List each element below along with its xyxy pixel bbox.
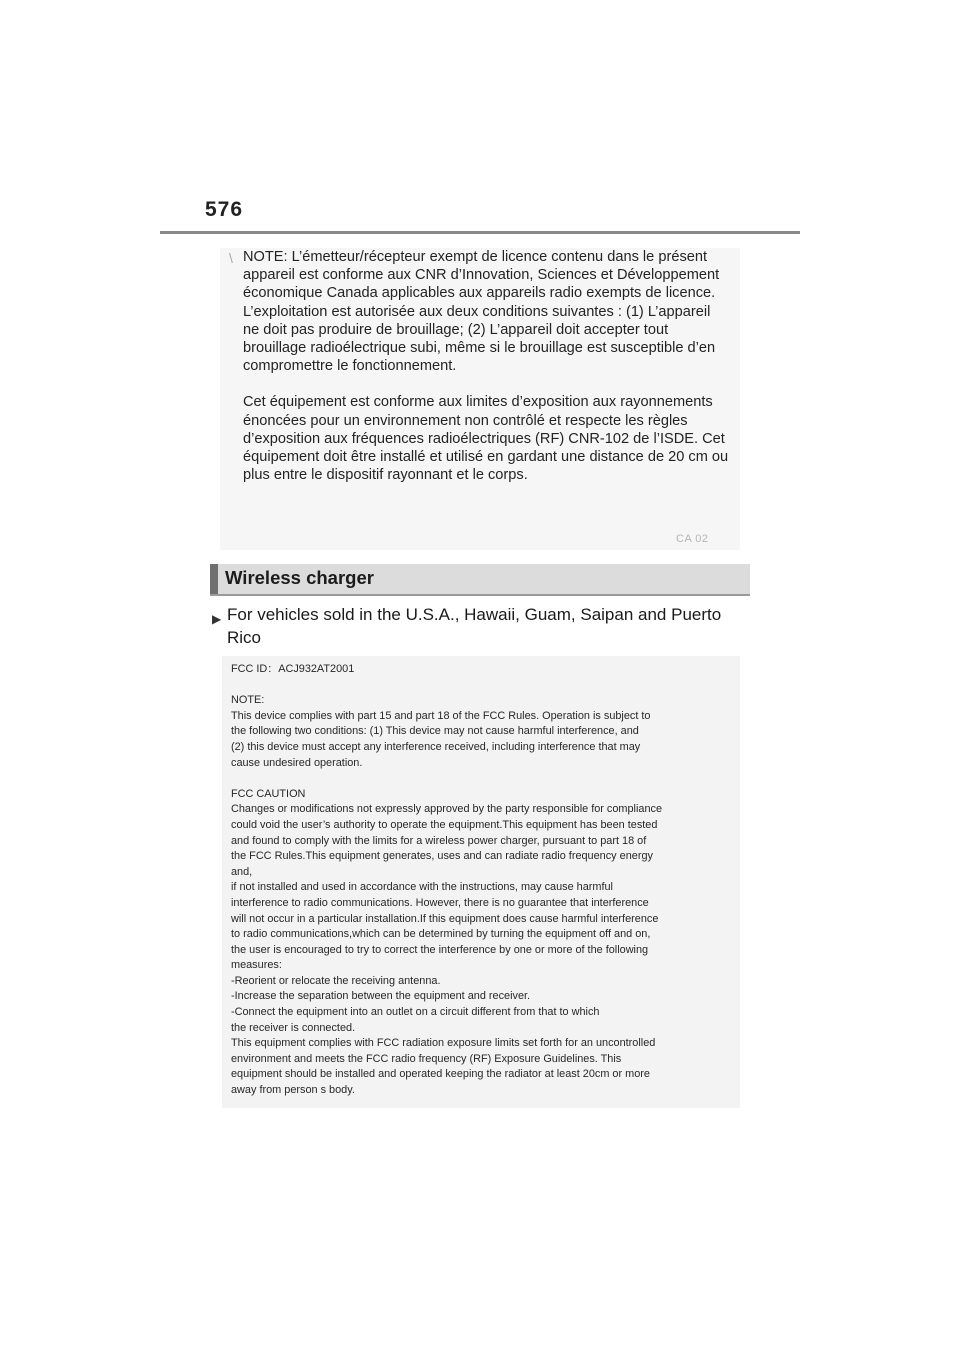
french-paragraph-1 bbox=[243, 248, 729, 375]
text-line: si le brouillage est susceptible d’en compromettre le fonctionnement. bbox=[243, 340, 716, 375]
text-line: equipment should be installed and operated keeping the radiator at least 20cm or more bbox=[231, 1068, 650, 1081]
text-line: NOTE: bbox=[243, 249, 288, 265]
fcc-notice-text bbox=[231, 662, 736, 1099]
text-line: FCC ID：ACJ932AT2001 bbox=[231, 663, 355, 675]
text-line: measures: bbox=[231, 959, 282, 972]
scan-mark: \ bbox=[229, 250, 233, 266]
text-line: to radio communications,which can be determined by turning the equipment off and on, bbox=[231, 928, 651, 941]
text-line: and found to comply with the limits for a wireless power charger, pursuant to part 18 of bbox=[231, 834, 647, 847]
text-line: This device complies with part 15 and part 18 of the FCC Rules. Operation is subject to bbox=[231, 709, 651, 722]
bullet-line: Rico bbox=[227, 628, 262, 647]
text-line: Cet équipement est conforme aux limites d’exposition aux bbox=[243, 394, 617, 411]
text-line: This equipment complies with FCC radiation exposure limits set forth for an uncontrolled bbox=[231, 1037, 656, 1050]
text-line: the receiver is connected. bbox=[231, 1021, 356, 1034]
text-line: -Increase the separation between the equipment and receiver. bbox=[231, 990, 531, 1003]
text-line: (2) this device must accept any interference received, including interference that may bbox=[231, 740, 641, 753]
text-line: le corps. bbox=[472, 467, 528, 484]
text-line: cause undesired operation. bbox=[231, 756, 363, 769]
text-line: FCC CAUTION bbox=[231, 787, 306, 800]
text-line: (2) L’appareil doit accepter tout brouillage radioélectrique subi, même bbox=[243, 321, 669, 357]
page-number: 576 bbox=[205, 198, 244, 221]
vehicle-region-bullet bbox=[210, 603, 755, 649]
fcc-caution-paragraph bbox=[231, 787, 736, 1099]
text-line: rayonnements énoncées pour un environnement non contrôlé et bbox=[243, 394, 713, 429]
text-line: and, bbox=[231, 865, 253, 878]
text-line: Développement économique Canada applicables aux appareils radio bbox=[243, 267, 720, 302]
bullet-line: For vehicles sold in the U.S.A., Hawaii, Guam, Saipan and Puerto bbox=[227, 605, 722, 624]
text-line: the following two conditions: (1) This device may not cause harmful interference, and bbox=[231, 725, 639, 738]
text-line: exempts de licence. L’exploitation est autorisée aux deux conditions bbox=[243, 285, 716, 320]
text-line: the user is encouraged to try to correct the interference by one or more of the following bbox=[231, 943, 649, 956]
text-line: respecte les règles d’exposition aux fréquences radioélectriques (RF) bbox=[243, 412, 688, 447]
text-line: NOTE: bbox=[231, 694, 265, 707]
fcc-id-paragraph bbox=[231, 662, 736, 678]
french-notice-text bbox=[243, 248, 729, 484]
french-paragraph-2 bbox=[243, 393, 729, 484]
text-line: interference to radio communications. However, there is no guarantee that interference bbox=[231, 896, 649, 909]
text-line: -Reorient or relocate the receiving antenna. bbox=[231, 974, 441, 987]
triangle-right-icon: ▶ bbox=[212, 612, 222, 626]
text-line: -Connect the equipment into an outlet on a circuit different from that to which bbox=[231, 1006, 600, 1019]
text-line: CNR-102 de l’ISDE. Cet équipement doit être installé et utilisé en bbox=[243, 430, 725, 466]
text-line: away from person s body. bbox=[231, 1084, 355, 1097]
text-line: could void the user’s authority to operate the equipment.This equipment has been tested bbox=[231, 818, 658, 831]
section-divider bbox=[210, 594, 750, 596]
text-line: environment and meets the FCC radio frequency (RF) Exposure Guidelines. This bbox=[231, 1052, 622, 1065]
text-line: (1) L’appareil ne doit pas produire de brouillage; bbox=[243, 303, 711, 338]
section-title: Wireless charger bbox=[225, 567, 374, 588]
header-divider bbox=[160, 231, 800, 234]
fcc-note-paragraph bbox=[231, 693, 736, 771]
text-line: will not occur in a particular installation.If this equipment does cause harmful interference bbox=[231, 912, 659, 925]
text-line: if not installed and used in accordance with the instructions, may cause harmful bbox=[231, 881, 613, 894]
section-heading bbox=[210, 564, 750, 594]
text-line: Changes or modifications not expressly approved by the party responsible for compliance bbox=[231, 803, 663, 816]
text-line: appareil est conforme aux CNR d’Innovation, Sciences et bbox=[243, 267, 613, 284]
text-line: the FCC Rules.This equipment generates, uses and can radiate radio frequency energy bbox=[231, 850, 653, 863]
text-line: gardant une distance de 20 cm ou plus entre le dispositif rayonnant et bbox=[243, 449, 729, 484]
image-label: CA 02 bbox=[676, 533, 709, 545]
text-line: suivantes : bbox=[552, 303, 622, 320]
text-line: L’émetteur/récepteur exempt de licence contenu dans le présent bbox=[291, 249, 708, 265]
